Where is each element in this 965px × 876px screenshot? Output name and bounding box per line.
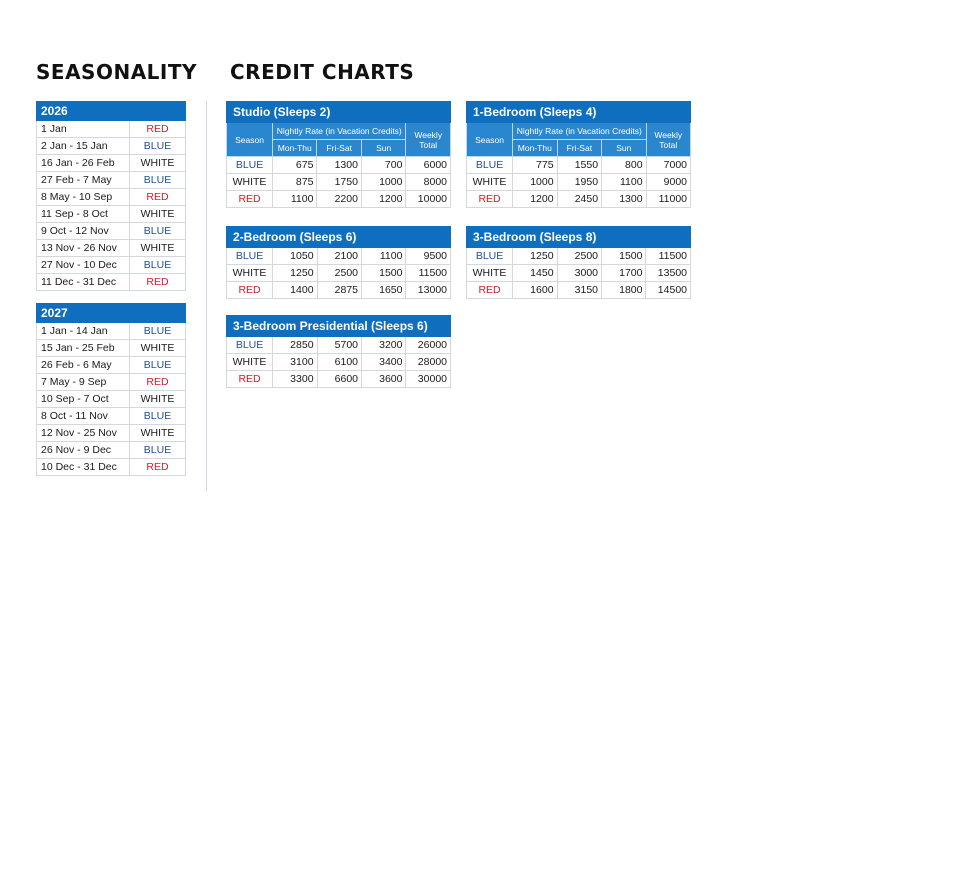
table-row (37, 189, 186, 206)
fri-sat-cell: 2200 (317, 191, 362, 208)
sun-cell: 1500 (362, 265, 406, 282)
season-value: BLUE (130, 442, 186, 459)
season-value: WHITE (130, 155, 186, 172)
table-title: 1-Bedroom (Sleeps 4) (467, 102, 691, 123)
year-header: 2026 (37, 102, 186, 121)
mon-thu-cell: 1050 (273, 248, 317, 265)
weekly-total-header: Weekly Total (646, 123, 690, 157)
date-range: 11 Dec - 31 Dec (37, 274, 130, 291)
weekly-total-cell: 13000 (406, 282, 451, 299)
mon-thu-cell: 3100 (273, 354, 317, 371)
sun-cell: 1800 (602, 282, 646, 299)
season-value: WHITE (130, 391, 186, 408)
table-row (37, 138, 186, 155)
table-row (37, 340, 186, 357)
table-row (37, 240, 186, 257)
weekly-total-cell: 10000 (406, 191, 451, 208)
season-value: WHITE (130, 240, 186, 257)
season-value: BLUE (130, 172, 186, 189)
sun-cell: 3200 (362, 337, 406, 354)
date-range: 8 May - 10 Sep (37, 189, 130, 206)
table-row (37, 223, 186, 240)
table-row (227, 282, 451, 299)
season-cell: BLUE (467, 157, 513, 174)
table-row (37, 391, 186, 408)
table-row (467, 157, 691, 174)
season-cell: RED (227, 191, 273, 208)
section-divider (206, 101, 207, 491)
fri-sat-cell: 5700 (317, 337, 361, 354)
fri-sat-cell: 6100 (317, 354, 361, 371)
date-range: 12 Nov - 25 Nov (37, 425, 130, 442)
credit-charts-heading: CREDIT CHARTS (230, 60, 415, 84)
table-row (227, 337, 451, 354)
date-range: 10 Dec - 31 Dec (37, 459, 130, 476)
season-value: RED (130, 374, 186, 391)
date-range: 7 May - 9 Sep (37, 374, 130, 391)
weekly-total-cell: 11500 (646, 248, 691, 265)
table-row (467, 248, 691, 265)
sun-cell: 1200 (361, 191, 406, 208)
date-range: 10 Sep - 7 Oct (37, 391, 130, 408)
table-row (227, 174, 451, 191)
sun-cell: 1500 (602, 248, 646, 265)
season-cell: RED (467, 191, 513, 208)
table-row (37, 442, 186, 459)
fri-sat-cell: 2450 (557, 191, 602, 208)
season-value: RED (130, 121, 186, 138)
sun-header: Sun (602, 140, 647, 157)
table-row (37, 257, 186, 274)
season-cell: RED (467, 282, 513, 299)
date-range: 13 Nov - 26 Nov (37, 240, 130, 257)
season-col-header: Season (227, 123, 273, 157)
mon-thu-cell: 675 (273, 157, 317, 174)
weekly-total-cell: 13500 (646, 265, 691, 282)
table-row (227, 157, 451, 174)
season-value: WHITE (130, 206, 186, 223)
sun-cell: 3600 (362, 371, 406, 388)
date-range: 26 Feb - 6 May (37, 357, 130, 374)
table-row (467, 282, 691, 299)
season-value: WHITE (130, 425, 186, 442)
fri-sat-cell: 3150 (557, 282, 601, 299)
weekly-total-cell: 28000 (406, 354, 451, 371)
sun-cell: 700 (361, 157, 406, 174)
fri-sat-cell: 2875 (317, 282, 361, 299)
seasonality-heading: SEASONALITY (36, 60, 197, 84)
table-row (467, 265, 691, 282)
nightly-rate-header: Nightly Rate (in Vacation Credits) (273, 123, 406, 140)
season-value: WHITE (130, 340, 186, 357)
table-row (227, 248, 451, 265)
table-title: Studio (Sleeps 2) (227, 102, 451, 123)
table-row (37, 459, 186, 476)
sun-cell: 1700 (602, 265, 646, 282)
table-row (37, 172, 186, 189)
weekly-total-cell: 30000 (406, 371, 451, 388)
date-range: 1 Jan - 14 Jan (37, 323, 130, 340)
fri-sat-cell: 1750 (317, 174, 362, 191)
fri-sat-header: Fri-Sat (317, 140, 362, 157)
table-row (37, 425, 186, 442)
year-header: 2027 (37, 304, 186, 323)
mon-thu-cell: 1250 (513, 248, 557, 265)
season-cell: RED (227, 371, 273, 388)
season-cell: RED (227, 282, 273, 299)
weekly-total-cell: 9500 (406, 248, 451, 265)
sun-cell: 800 (602, 157, 647, 174)
date-range: 26 Nov - 9 Dec (37, 442, 130, 459)
season-value: BLUE (130, 323, 186, 340)
date-range: 11 Sep - 8 Oct (37, 206, 130, 223)
table-row (467, 174, 691, 191)
weekly-total-cell: 7000 (646, 157, 690, 174)
season-col-header: Season (467, 123, 513, 157)
mon-thu-cell: 1400 (273, 282, 317, 299)
date-range: 2 Jan - 15 Jan (37, 138, 130, 155)
credit-table-studio (226, 101, 451, 208)
table-row (467, 191, 691, 208)
nightly-rate-header: Nightly Rate (in Vacation Credits) (513, 123, 647, 140)
weekly-total-cell: 14500 (646, 282, 691, 299)
season-value: RED (130, 189, 186, 206)
date-range: 16 Jan - 26 Feb (37, 155, 130, 172)
date-range: 9 Oct - 12 Nov (37, 223, 130, 240)
mon-thu-header: Mon-Thu (513, 140, 558, 157)
season-cell: WHITE (227, 265, 273, 282)
date-range: 15 Jan - 25 Feb (37, 340, 130, 357)
weekly-total-cell: 6000 (406, 157, 451, 174)
weekly-total-cell: 8000 (406, 174, 451, 191)
table-row (227, 371, 451, 388)
mon-thu-cell: 1600 (513, 282, 557, 299)
credit-table-3-bedroom-presidential (226, 315, 451, 388)
sun-cell: 1650 (362, 282, 406, 299)
fri-sat-cell: 1950 (557, 174, 602, 191)
season-cell: BLUE (227, 337, 273, 354)
table-row (37, 206, 186, 223)
season-value: BLUE (130, 257, 186, 274)
table-row (37, 274, 186, 291)
weekly-total-cell: 11000 (646, 191, 690, 208)
mon-thu-cell: 1100 (273, 191, 317, 208)
weekly-total-cell: 11500 (406, 265, 451, 282)
sun-cell: 3400 (362, 354, 406, 371)
season-cell: WHITE (227, 174, 273, 191)
mon-thu-cell: 1250 (273, 265, 317, 282)
fri-sat-cell: 1300 (317, 157, 362, 174)
table-row (227, 354, 451, 371)
season-cell: BLUE (227, 248, 273, 265)
fri-sat-cell: 2500 (557, 248, 601, 265)
season-value: BLUE (130, 408, 186, 425)
weekly-total-cell: 9000 (646, 174, 690, 191)
seasonality-table-2027 (36, 303, 186, 476)
fri-sat-cell: 6600 (317, 371, 361, 388)
credit-table-3-bedroom (466, 226, 691, 299)
sun-header: Sun (361, 140, 406, 157)
sun-cell: 1300 (602, 191, 647, 208)
sun-cell: 1000 (361, 174, 406, 191)
season-value: BLUE (130, 223, 186, 240)
season-cell: WHITE (467, 265, 513, 282)
table-row (37, 408, 186, 425)
season-value: RED (130, 274, 186, 291)
season-cell: BLUE (467, 248, 513, 265)
weekly-total-cell: 26000 (406, 337, 451, 354)
table-row (37, 121, 186, 138)
credit-table-1-bedroom (466, 101, 691, 208)
table-row (37, 155, 186, 172)
table-title: 3-Bedroom (Sleeps 8) (467, 227, 691, 248)
fri-sat-cell: 2100 (317, 248, 361, 265)
season-value: BLUE (130, 138, 186, 155)
table-row (227, 191, 451, 208)
sun-cell: 1100 (602, 174, 647, 191)
season-cell: WHITE (227, 354, 273, 371)
mon-thu-header: Mon-Thu (273, 140, 317, 157)
fri-sat-header: Fri-Sat (557, 140, 602, 157)
season-value: BLUE (130, 357, 186, 374)
table-row (37, 323, 186, 340)
mon-thu-cell: 1000 (513, 174, 558, 191)
date-range: 27 Nov - 10 Dec (37, 257, 130, 274)
credit-table-2-bedroom (226, 226, 451, 299)
date-range: 27 Feb - 7 May (37, 172, 130, 189)
fri-sat-cell: 2500 (317, 265, 361, 282)
table-title: 2-Bedroom (Sleeps 6) (227, 227, 451, 248)
season-cell: WHITE (467, 174, 513, 191)
table-row (37, 357, 186, 374)
sun-cell: 1100 (362, 248, 406, 265)
table-row (227, 265, 451, 282)
fri-sat-cell: 3000 (557, 265, 601, 282)
seasonality-table-2026 (36, 101, 186, 291)
mon-thu-cell: 3300 (273, 371, 317, 388)
fri-sat-cell: 1550 (557, 157, 602, 174)
date-range: 1 Jan (37, 121, 130, 138)
table-row (37, 374, 186, 391)
season-value: RED (130, 459, 186, 476)
mon-thu-cell: 1200 (513, 191, 558, 208)
season-cell: BLUE (227, 157, 273, 174)
table-title: 3-Bedroom Presidential (Sleeps 6) (227, 316, 451, 337)
mon-thu-cell: 875 (273, 174, 317, 191)
date-range: 8 Oct - 11 Nov (37, 408, 130, 425)
mon-thu-cell: 2850 (273, 337, 317, 354)
weekly-total-header: Weekly Total (406, 123, 451, 157)
mon-thu-cell: 775 (513, 157, 558, 174)
mon-thu-cell: 1450 (513, 265, 557, 282)
